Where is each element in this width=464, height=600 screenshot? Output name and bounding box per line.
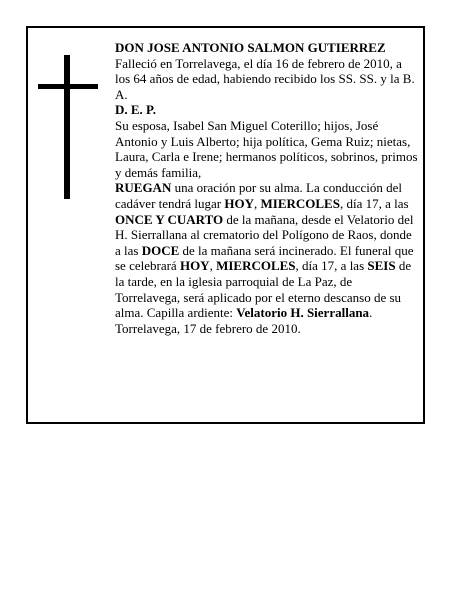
- family-list: Su esposa, Isabel San Miguel Coterillo; hijos, José Antonio y Luis Alberto; hija política, Gema Ruiz; nietas, Laura, Carla e Irene; hermanos políticos, sobrinos, primos y demás familia,: [115, 117, 418, 180]
- request-text: ,: [253, 195, 261, 211]
- obituary-notice: [26, 26, 425, 424]
- funeral-details: [115, 180, 419, 320]
- request-text: de la tarde, en la iglesia parroquial de La Paz, de Torrelavega, será aplicado por el eterno descanso de su alma. Capilla ardiente:: [115, 258, 412, 321]
- notice-text: [115, 40, 419, 336]
- day-today: HOY: [179, 258, 210, 274]
- request-verb: RUEGAN: [115, 180, 172, 196]
- cremation-time: DOCE: [141, 242, 180, 258]
- deceased-name: DON JOSE ANTONIO SALMON GUTIERREZ: [115, 40, 386, 55]
- chapel-location: Velatorio H. Sierrallana: [236, 305, 370, 321]
- rest-in-peace: D. E. P.: [115, 102, 157, 118]
- death-statement: Falleció en Torrelavega, el día 16 de febrero de 2010, a los 64 años de edad, habiendo recibido los SS. SS. y la B. A.: [115, 55, 415, 102]
- weekday: MIERCOLES: [260, 195, 340, 211]
- weekday: MIERCOLES: [216, 258, 296, 274]
- request-text: .: [369, 305, 373, 321]
- cross-horizontal-bar: [38, 84, 98, 89]
- day-today: HOY: [224, 195, 254, 211]
- funeral-time: SEIS: [367, 258, 396, 274]
- request-text: ,: [209, 258, 217, 274]
- conduction-time: ONCE Y CUARTO: [115, 211, 224, 227]
- request-text: , día 17, a las: [295, 258, 368, 274]
- request-text: , día 17, a las: [339, 195, 409, 211]
- request-text: una oración por su alma. La conducción del cadáver tendrá lugar: [115, 180, 403, 211]
- notice-date: Torrelavega, 17 de febrero de 2010.: [115, 320, 301, 336]
- cross-vertical-bar: [64, 55, 70, 199]
- request-text: de la mañana será incinerado. El funeral que se celebrará: [115, 242, 414, 274]
- request-text: de la mañana, desde el Velatorio del H. Sierrallana al crematorio del Polígono de Raos, donde a las: [115, 211, 414, 258]
- cross-icon: [38, 55, 98, 199]
